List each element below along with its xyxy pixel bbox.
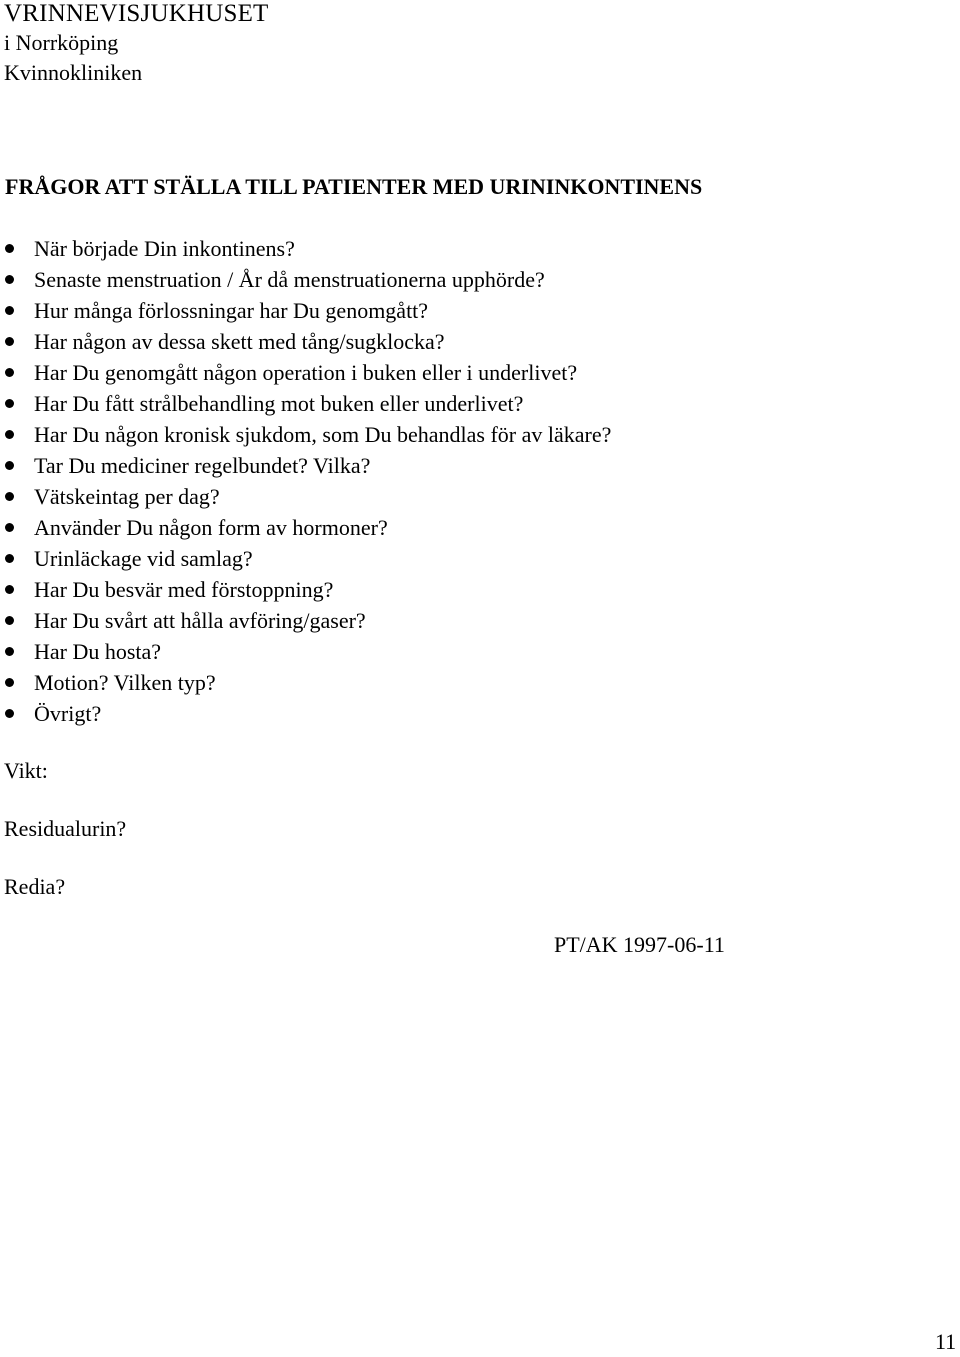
bullet-icon: [5, 368, 14, 377]
question-item: [0, 326, 611, 357]
question-list: [0, 233, 611, 729]
question-item: [0, 357, 611, 388]
question-text: Urinläckage vid samlag?: [34, 546, 253, 571]
bullet-icon: [5, 709, 14, 718]
document-header: [4, 0, 269, 88]
bullet-icon: [5, 399, 14, 408]
question-item: [0, 481, 611, 512]
bullet-icon: [5, 616, 14, 625]
question-text: Övrigt?: [34, 701, 102, 726]
redia-field-label: Redia?: [4, 874, 66, 899]
question-item: [0, 264, 611, 295]
question-text: Har Du fått strålbehandling mot buken eller underlivet?: [34, 391, 524, 416]
question-text: Tar Du mediciner regelbundet? Vilka?: [34, 453, 371, 478]
question-item: [0, 574, 611, 605]
question-item: [0, 667, 611, 698]
question-text: Senaste menstruation / År då menstruationerna upphörde?: [34, 267, 545, 292]
question-text: Använder Du någon form av hormoner?: [34, 515, 388, 540]
page-number: 11: [935, 1329, 957, 1354]
question-item: [0, 295, 611, 326]
location: i Norrköping: [4, 30, 119, 55]
question-text: Har Du någon kronisk sjukdom, som Du behandlas för av läkare?: [34, 422, 612, 447]
question-text: Vätskeintag per dag?: [34, 484, 220, 509]
question-text: Har Du genomgått någon operation i buken eller i underlivet?: [34, 360, 578, 385]
weight-field-label: Vikt:: [4, 758, 48, 783]
question-item: [0, 388, 611, 419]
question-text: Har Du svårt att hålla avföring/gaser?: [34, 608, 366, 633]
residual-urine-field-label: Residualurin?: [4, 816, 127, 841]
question-item: [0, 636, 611, 667]
question-text: Motion? Vilken typ?: [34, 670, 216, 695]
department: Kvinnokliniken: [4, 60, 143, 85]
bullet-icon: [5, 275, 14, 284]
bullet-icon: [5, 492, 14, 501]
question-item: [0, 512, 611, 543]
bullet-icon: [5, 337, 14, 346]
question-item: [0, 698, 611, 729]
question-text: När började Din inkontinens?: [34, 236, 295, 261]
question-item: [0, 233, 611, 264]
question-item: [0, 543, 611, 574]
bullet-icon: [5, 678, 14, 687]
question-item: [0, 450, 611, 481]
bullet-icon: [5, 306, 14, 315]
bullet-icon: [5, 430, 14, 439]
bullet-icon: [5, 523, 14, 532]
author-date-signature: PT/AK 1997-06-11: [554, 932, 725, 957]
bullet-icon: [5, 461, 14, 470]
question-item: [0, 605, 611, 636]
bullet-icon: [5, 554, 14, 563]
question-text: Har Du besvär med förstoppning?: [34, 577, 334, 602]
organization-name: VRINNEVISJUKHUSET: [4, 0, 269, 27]
question-item: [0, 419, 611, 450]
bullet-icon: [5, 585, 14, 594]
bullet-icon: [5, 244, 14, 253]
question-text: Hur många förlossningar har Du genomgått?: [34, 298, 429, 323]
question-text: Har Du hosta?: [34, 639, 162, 664]
document-title: FRÅGOR ATT STÄLLA TILL PATIENTER MED URININKONTINENS: [5, 174, 703, 199]
bullet-icon: [5, 647, 14, 656]
question-text: Har någon av dessa skett med tång/sugklocka?: [34, 329, 445, 354]
